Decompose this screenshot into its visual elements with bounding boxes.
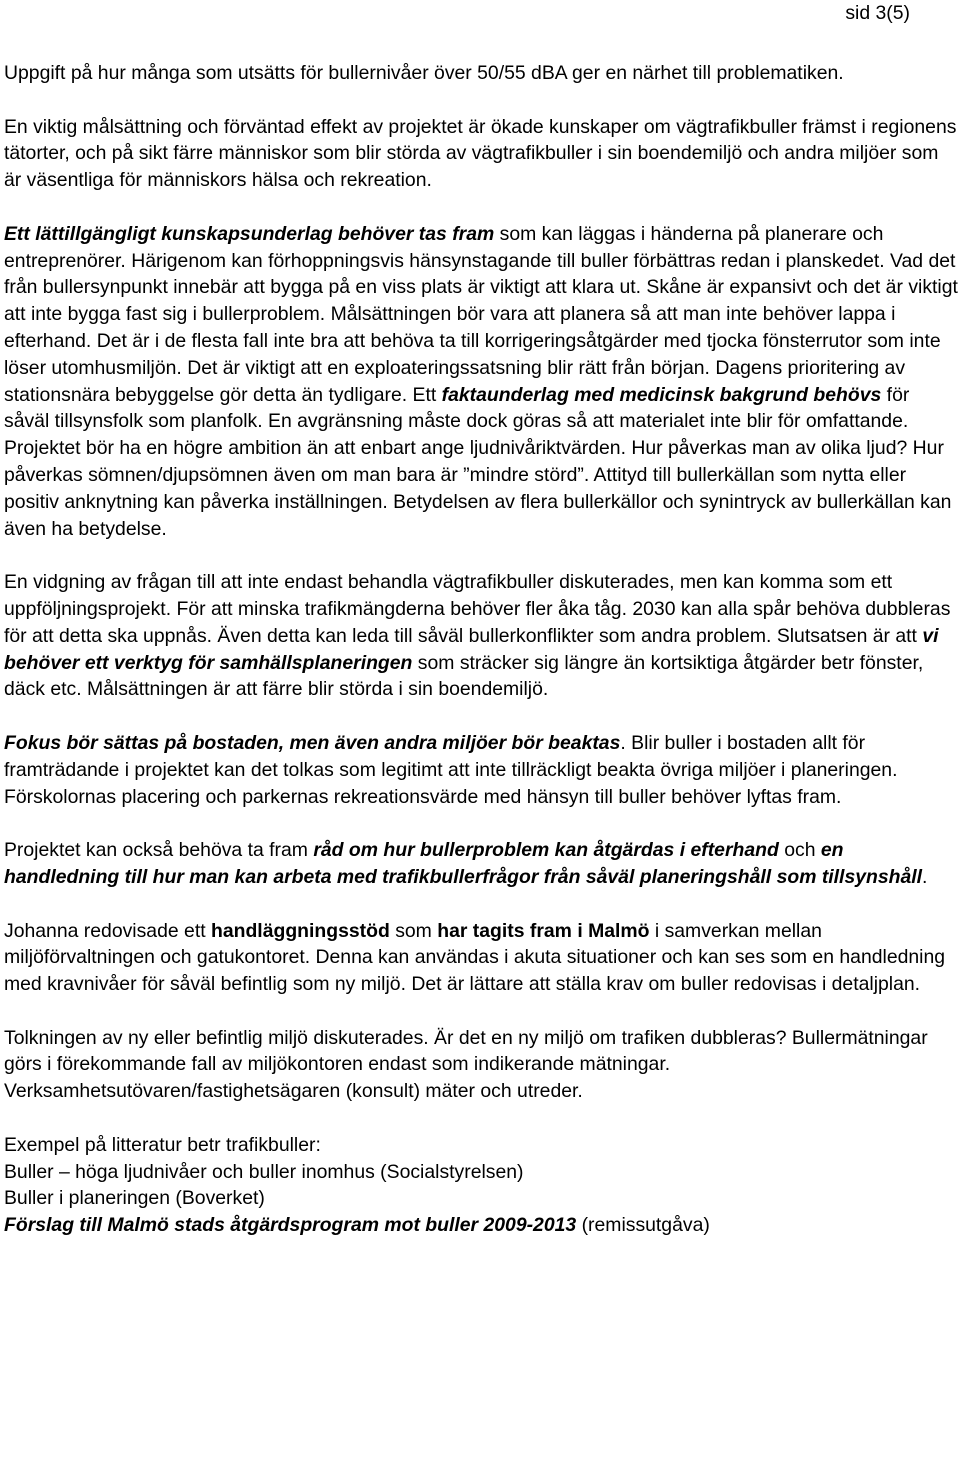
text-advice-c: .	[922, 865, 928, 888]
emphasis-fact-base: faktaunderlag med medicinsk bakgrund behövs	[441, 383, 882, 406]
text-widening: En vidgning av frågan till att inte endast behandla vägtrafikbuller diskuterades, men kan komma som ett uppföljningsprojekt. För att minska trafikmängderna behöver fler åka tåg. 2030 kan alla spår behöva dubbleras för att detta ska uppnås. Även detta kan leda till såväl bullerkonflikter som andra problem. Slutsatsen är att	[4, 571, 951, 647]
paragraph-interpretation: Tolkningen av ny eller befintlig miljö diskuterades. Är det en ny miljö om trafiken dubbleras? Bullermätningar görs i förekommande fall av miljökontoren endast som indikerande mätningar. Verksamhetsutövaren/fastighetsägaren (konsult) mäter och utreder.	[4, 1026, 928, 1103]
paragraph-malmo	[4, 918, 958, 998]
paragraph-advice	[4, 837, 958, 891]
document-body	[4, 60, 958, 1239]
text-advice-a: Projektet kan också behöva ta fram	[4, 839, 314, 862]
paragraph-focus	[4, 730, 958, 810]
text-malmo-b: som	[389, 919, 438, 942]
text-focus: . Blir buller i bostaden allt för framträdande i projektet kan det tolkas som legitimt att inte tillräckligt beakta övriga miljöer i planeringen. Förskolornas placering och parkernas rekreationsvärde med hänsyn till buller behöver lyftas fram.	[4, 731, 898, 808]
paragraph-knowledge-base	[4, 221, 958, 543]
text-knowledge-base: som kan läggas i händerna på planerare och entreprenörer. Härigenom kan förhoppningsvis hänsynstagande till buller förbättras redan i planskedet. Vad det från bullersynpunkt innebär att bygga på en viss plats är viktigt att klara ut. Skåne är expansivt och det är viktigt att inte bygga fast sig i bullerproblem. Målsättningen bör vara att planera så att man inte behöver lappa i efterhand. Det är i de flesta fall inte bra att behöva ta till korrigeringsåtgärder med tjocka fönsterrutor som inte löser utomhusmiljön. Det är viktigt att en exploateringssatsning blir rätt från början. Dagens prioritering av stationsnära bebyggelse gör detta än tydligare. Ett	[4, 222, 958, 406]
emphasis-guidance: en handledning till hur man kan arbeta med trafikbullerfrågor från såväl planeringshåll som tillsynshåll	[4, 839, 923, 888]
paragraph-exposure: Uppgift på hur många som utsätts för bullernivåer över 50/55 dBA ger en närhet till problematiken.	[4, 62, 844, 84]
text-advice-b: och	[778, 839, 821, 862]
text-malmo-c: i samverkan mellan miljöförvaltningen och gatukontoret. Denna kan användas i akuta situationer och kan ses som en handledning med kravnivåer för såväl befintlig som ny miljö. Det är lättare att ställa krav om buller redovisas i detaljplan.	[4, 919, 946, 996]
literature-item-note: (remissutgåva)	[576, 1214, 710, 1237]
literature-heading: Exempel på litteratur betr trafikbuller:	[4, 1133, 321, 1156]
literature-item: Buller – höga ljudnivåer och buller inomhus (Socialstyrelsen)	[4, 1160, 524, 1183]
page-number: sid 3(5)	[845, 2, 910, 24]
emphasis-focus: Fokus bör sättas på bostaden, men även andra miljöer bör beaktas	[4, 731, 621, 754]
literature-list	[4, 1132, 958, 1239]
emphasis-knowledge-base: Ett lättillgängligt kunskapsunderlag behöver tas fram	[4, 222, 495, 245]
literature-item-title: Förslag till Malmö stads åtgärdsprogram mot buller 2009-2013	[4, 1214, 577, 1237]
emphasis-tool: vi behöver ett verktyg för samhällsplaneringen	[4, 624, 939, 674]
literature-item	[4, 1212, 958, 1239]
bold-handling-support: handläggningsstöd	[210, 919, 390, 942]
text-fact-base: för såväl tillsynsfolk som planfolk. En avgränsning måste dock göras så att materialet inte blir för omfattande. Projektet bör ha en högre ambition än att enbart ange ljudnivåriktvärden. Hur påverkas man av olika ljud? Hur påverkas sömnen/djupsömnen även om man bara är ”mindre störd”. Attityd till bullerkällan som nytta eller positiv anknytning kan påverka inställningen. Betydelsen av flera bullerkällor och synintryck av bullerkällan kan även ha betydelse.	[4, 383, 952, 540]
literature-item: Buller i planeringen (Boverket)	[4, 1187, 265, 1210]
text-widening-rest: som sträcker sig längre än kortsiktiga åtgärder betr fönster, däck etc. Målsättningen är att färre blir störda i sin boendemiljö.	[4, 651, 924, 701]
paragraph-goal: En viktig målsättning och förväntad effekt av projektet är ökade kunskaper om vägtrafikbuller främst i regionens tätorter, och på sikt färre människor som blir störda av vägtrafikbuller i sin boendemiljö och andra miljöer som är väsentliga för människors hälsa och rekreation.	[4, 115, 957, 192]
paragraph-widening	[4, 569, 958, 703]
bold-malmo: har tagits fram i Malmö	[437, 919, 650, 942]
text-malmo-a: Johanna redovisade ett	[4, 919, 211, 942]
emphasis-advice: råd om hur bullerproblem kan åtgärdas i efterhand	[313, 839, 779, 862]
